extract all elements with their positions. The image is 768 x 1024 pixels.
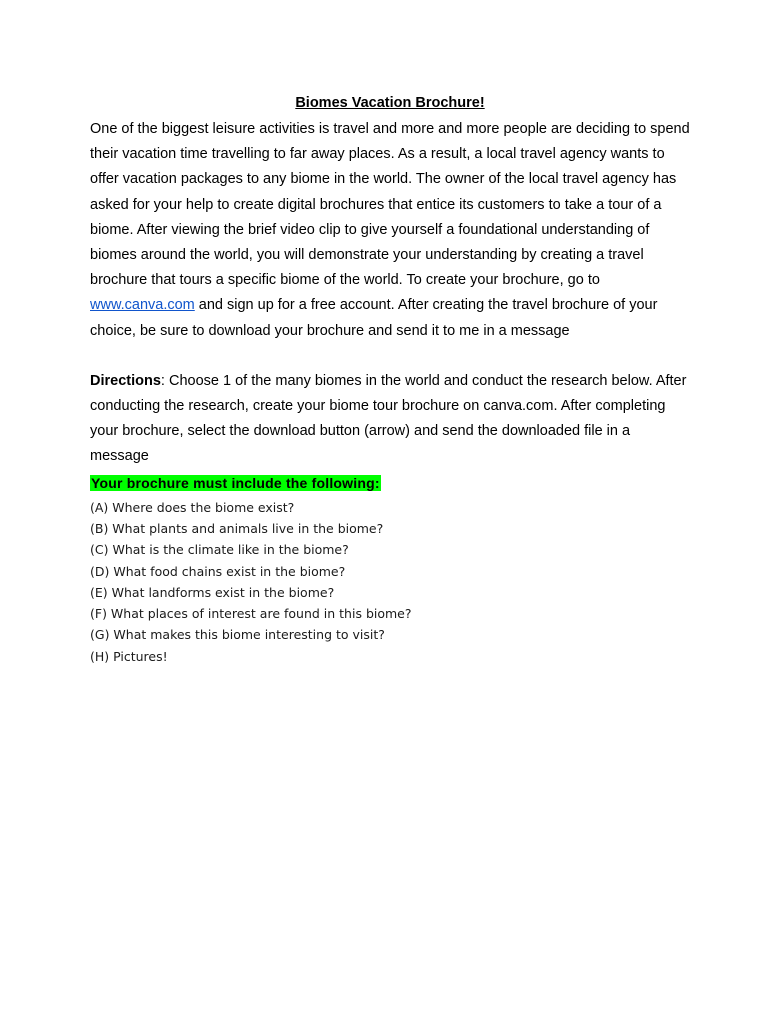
requirement-item-a: (A) Where does the biome exist? [90, 499, 295, 515]
requirement-item-b: (B) What plants and animals live in the biome? [90, 520, 384, 536]
requirement-item-c: (C) What is the climate like in the biome? [90, 542, 349, 558]
requirements-list [90, 497, 690, 667]
requirement-item-h: (H) Pictures! [90, 648, 168, 664]
document-content [90, 92, 690, 667]
paragraph-spacer [90, 344, 690, 369]
directions-text: : Choose 1 of the many biomes in the world and conduct the research below. After conducting the research, create your biome tour brochure on canva.com. After completing your brochure, select the download button (arrow) and send the downloaded file in a message [90, 372, 687, 465]
requirement-item-g: (G) What makes this biome interesting to visit? [90, 627, 385, 643]
canva-link[interactable]: www.canva.com [90, 297, 195, 314]
document-title: Biomes Vacation Brochure! [295, 95, 485, 111]
requirement-item-e: (E) What landforms exist in the biome? [90, 584, 335, 600]
requirements-heading-wrap [90, 473, 690, 494]
directions-paragraph [90, 369, 690, 470]
intro-paragraph [90, 117, 690, 344]
intro-text-after-link: and sign up for a free account. After creating the travel brochure of your choice, be sure to download your brochure and send it to me in a message [90, 297, 658, 339]
requirement-item-d: (D) What food chains exist in the biome? [90, 563, 346, 579]
requirements-heading: Your brochure must include the following: [91, 474, 380, 491]
requirement-item-f: (F) What places of interest are found in this biome? [90, 606, 412, 622]
intro-text-before-link: One of the biggest leisure activities is travel and more and more people are deciding to spend their vacation time travelling to far away places. As a result, a local travel agency wants to offer vacation packages to any biome in the world. The owner of the local travel agency has asked for your help to create digital brochures that entice its customers to take a tour of a biome. After viewing the brief video clip to give yourself a foundational understanding of biomes around the world, you will demonstrate your understanding by creating a travel brochure that tours a specific biome of the world. To create your brochure, go to [90, 121, 690, 289]
directions-label: Directions [90, 372, 161, 389]
